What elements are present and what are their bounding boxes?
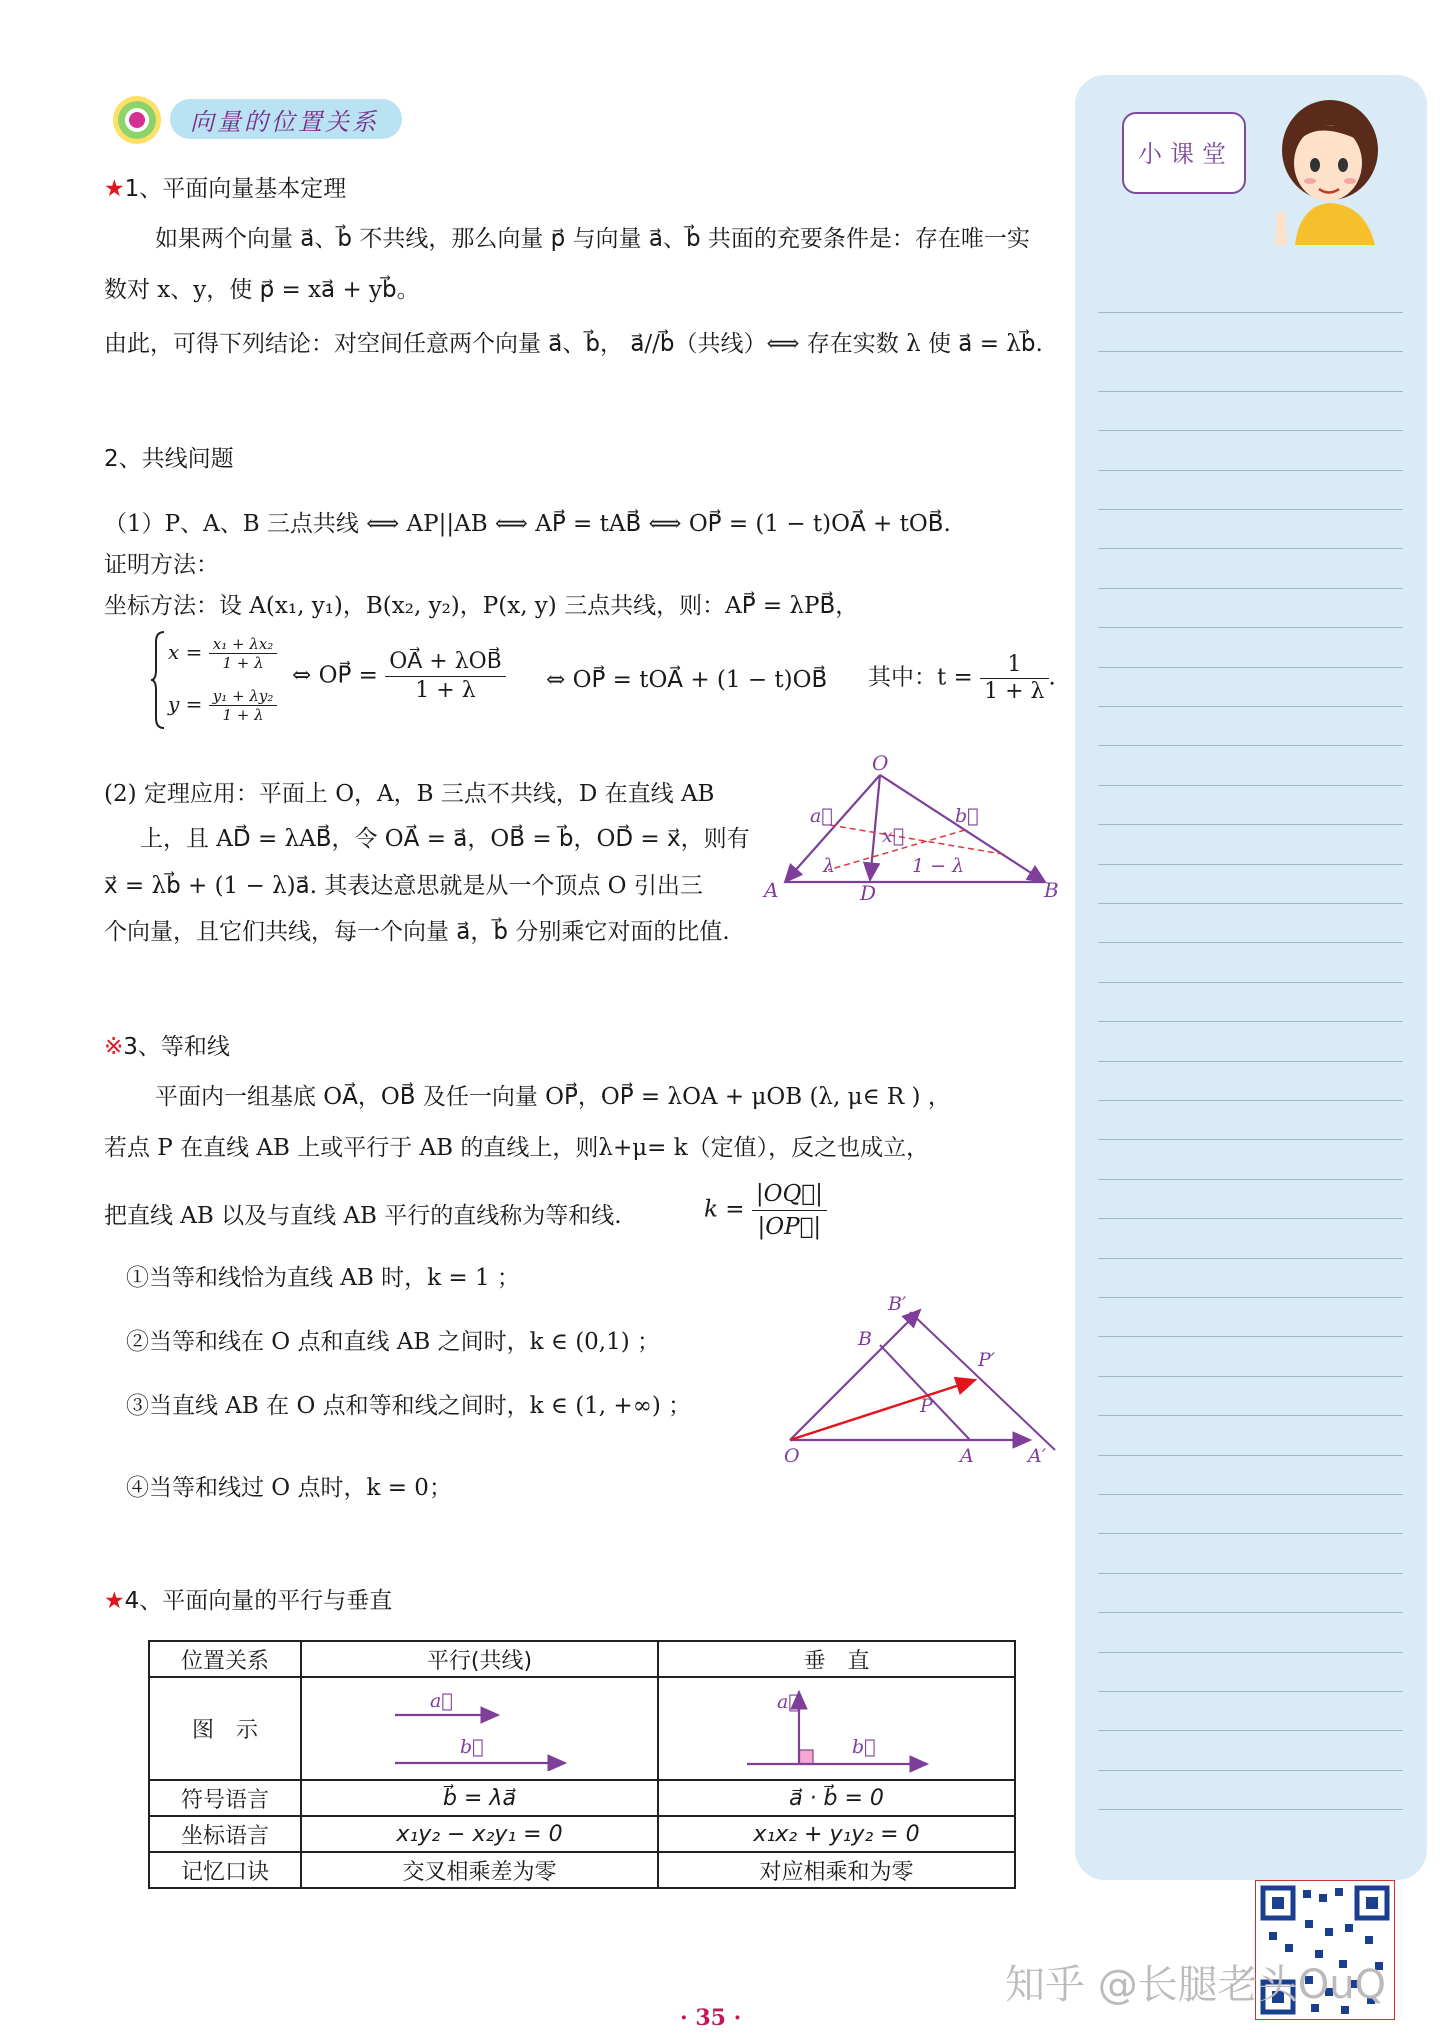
section2-title: 2、共线问题 [104,446,234,472]
note-rule [1098,1336,1403,1337]
case-item-2: ②当等和线在 O 点和直线 AB 之间时，k ∈ (0,1) ； [126,1329,661,1355]
perp-label-b: b⃗ [851,1736,876,1758]
dashed-1 [830,825,1002,854]
line-ab [880,1345,970,1440]
label-vec-b: b⃗ [955,805,979,827]
note-rule [1098,667,1403,668]
equation-right: ⇔ OP⃗ = tOA⃗ + (1 − t)OB⃗ [546,667,828,693]
section2-line1: （1）P、A、B 三点共线 ⟺ AP||AB ⟺ AP⃗ = tAB⃗ ⟺ OP⃗ = (1 − t)OA⃗ + tOB⃗. [104,511,951,537]
note-rule [1098,1533,1403,1534]
note-rule [1098,1809,1403,1810]
section2-line2: 证明方法： [104,552,219,578]
section1-title: 1、平面向量基本定理 [124,176,347,202]
note-rule [1098,1218,1403,1219]
fig3-label-p: P [920,1395,933,1417]
note-rule [1098,1139,1403,1140]
left-brace-icon [150,630,166,730]
table-cell: a⃗ · b⃗ = 0 [658,1780,1015,1816]
section1-line2: 数对 x、y，使 p⃗ = xa⃗ + yb⃗。 [104,277,420,303]
parallel-figure-cell [301,1677,658,1780]
perpendicular-figure-cell [658,1677,1015,1780]
note-rule [1098,1573,1403,1574]
label-o: O [872,751,889,775]
table-row-label: 坐标语言 [149,1816,301,1852]
case-item-4: ④当等和线过 O 点时，k = 0； [126,1475,452,1501]
section3-line1: 平面内一组基底 OA⃗，OB⃗ 及任一向量 OP⃗，OP⃗ = λOA + μOB (λ, μ∈ R ) ， [155,1084,951,1110]
watermark: 知乎 @长腿老头OuQ [1005,1962,1387,2008]
note-rule [1098,864,1403,865]
section3-line3: 把直线 AB 以及与直线 AB 平行的直线称为等和线. [104,1203,622,1229]
sys-x-num: x₁ + λx₂ [209,635,278,654]
where-num: 1 [980,652,1048,679]
note-rule [1098,1179,1403,1180]
where-lhs: 其中：t = [868,664,973,691]
sys-x-den: 1 + λ [222,654,264,672]
k-formula [704,1178,827,1243]
perp-label-a: a⃗ [776,1691,800,1713]
note-rule [1098,1730,1403,1731]
where-dot: . [1048,664,1056,691]
k-num: |OQ⃗| [752,1178,827,1211]
application-line3: x⃗ = λb⃗ + (1 − λ)a⃗. 其表达意思就是从一个顶点 O 引出三 [104,873,703,899]
side-label: 小课堂 [1138,140,1234,168]
table-header-cell: 位置关系 [149,1641,301,1677]
fig3-label-a: A [960,1445,974,1467]
label-one-minus-lambda: 1 − λ [912,855,965,877]
note-rule [1098,1297,1403,1298]
perpendicular-vectors-figure [737,1678,937,1773]
eq-mid-lhs: ⇔ OP⃗ = [292,662,378,689]
note-rule [1098,903,1403,904]
table-cell: 交叉相乘差为零 [301,1852,658,1888]
section2-line3: 坐标方法：设 A(x₁, y₁)，B(x₂, y₂)，P(x, y) 三点共线，则：AP⃗ = λPB⃗， [104,593,859,619]
case-item-1: ①当等和线恰为直线 AB 时，k = 1 ； [126,1265,520,1291]
section3-line2: 若点 P 在直线 AB 上或平行于 AB 的直线上，则λ+μ= k（定值），反之也成立， [104,1135,930,1161]
table-cell: x₁y₂ − x₂y₁ = 0 [301,1816,658,1852]
table-row [149,1852,1015,1888]
note-rule [1098,430,1403,431]
right-angle-marker [799,1750,813,1764]
k-den: |OP⃗| [757,1214,822,1240]
note-rule [1098,351,1403,352]
note-rule [1098,706,1403,707]
sys-x-lhs: x = [168,640,203,664]
label-vec-x: x⃗ [882,825,905,847]
note-rule [1098,1376,1403,1377]
fig3-label-a1: A′ [1028,1445,1047,1467]
note-rule [1098,588,1403,589]
section1-line3: 由此，可得下列结论：对空间任意两个向量 a⃗、b⃗， a⃗//b⃗（共线）⟺ 存在实数 λ 使 a⃗ = λb⃗. [104,331,1043,357]
section3-heading [104,1031,230,1063]
note-rule [1098,627,1403,628]
table-header-cell: 平行(共线) [301,1641,658,1677]
equation-middle [292,648,506,705]
sys-y-num: y₁ + λy₂ [209,687,278,706]
application-line1: (2) 定理应用：平面上 O，A，B 三点不共线，D 在直线 AB [104,781,715,807]
note-rule [1098,1415,1403,1416]
section4-title: 4、平面向量的平行与垂直 [124,1588,393,1614]
where-den: 1 + λ [984,679,1045,704]
table-cell: b⃗ = λa⃗ [301,1780,658,1816]
equal-sum-figure [770,1290,1070,1470]
note-rule [1098,1100,1403,1101]
section1-heading [104,173,346,205]
vector-od [870,775,880,880]
note-rule [1098,470,1403,471]
reference-mark: ※ [104,1034,124,1060]
note-rule [1098,1061,1403,1062]
teacher-illustration [1255,95,1395,245]
section1-line1: 如果两个向量 a⃗、b⃗ 不共线，那么向量 p⃗ 与向量 a⃗、b⃗ 共面的充要条件是：存在唯一实 [155,226,1030,252]
section-header-badge [110,95,405,145]
note-rule [1098,1652,1403,1653]
table-header-row [149,1641,1015,1677]
table-row-label: 符号语言 [149,1780,301,1816]
fig3-label-b: B [858,1328,872,1350]
badge-title: 向量的位置关系 [190,108,379,136]
label-vec-a: a⃗ [810,805,833,827]
note-rule [1098,391,1403,392]
parallel-vectors-figure [380,1681,580,1771]
note-rule [1098,785,1403,786]
note-rule [1098,745,1403,746]
eq-mid-num: OA⃗ + λOB⃗ [385,648,506,677]
table-row-figure [149,1677,1015,1780]
parallel-label-a: a⃗ [429,1689,453,1712]
table-cell: x₁x₂ + y₁y₂ = 0 [658,1816,1015,1852]
label-a: A [764,878,779,902]
parallel-label-b: b⃗ [459,1735,484,1758]
note-rule [1098,824,1403,825]
orb-icon [110,95,166,145]
equation-where [868,652,1056,705]
fig3-label-o: O [784,1445,800,1467]
note-rule [1098,1494,1403,1495]
page-number: · 35 · [680,2005,742,2031]
label-d: D [860,881,877,905]
case-item-3: ③当直线 AB 在 O 点和等和线之间时，k ∈ (1, +∞) ； [126,1393,692,1419]
sys-y-den: 1 + λ [222,706,264,724]
notes-panel [1075,75,1427,1880]
label-lambda: λ [823,855,836,877]
note-rule [1098,509,1403,510]
k-lhs: k = [704,1196,745,1223]
sys-y-lhs: y = [168,692,203,716]
note-rule [1098,1612,1403,1613]
application-line4: 个向量，且它们共线，每一个向量 a⃗，b⃗ 分别乘它对面的比值. [104,919,730,945]
parallel-perpendicular-table [148,1640,1016,1889]
eq-mid-den: 1 + λ [415,678,476,703]
application-line2: 上，且 AD⃗ = λAB⃗，令 OA⃗ = a⃗，OB⃗ = b⃗，OD⃗ = x⃗，则有 [140,826,750,852]
label-b: B [1044,878,1059,902]
star-icon: ★ [104,176,125,202]
fig3-label-b1: B′ [888,1293,907,1315]
note-rule [1098,312,1403,313]
section3-title: 3、等和线 [123,1034,230,1060]
table-header-cell: 垂 直 [658,1641,1015,1677]
note-rule [1098,1258,1403,1259]
section4-heading [104,1585,392,1617]
table-row [149,1816,1015,1852]
equation-system [150,630,300,730]
note-rule [1098,1770,1403,1771]
note-rule [1098,1691,1403,1692]
line-a1b1 [910,1312,1055,1450]
vector-op1 [790,1380,975,1440]
line-ob [790,1310,920,1440]
note-rule [1098,1455,1403,1456]
note-rule [1098,1021,1403,1022]
fig3-label-p1: P′ [978,1349,996,1371]
triangle-figure [760,750,1070,920]
table-cell: 对应相乘和为零 [658,1852,1015,1888]
table-row [149,1780,1015,1816]
table-row-label: 图 示 [149,1677,301,1780]
note-rule [1098,548,1403,549]
table-row-label: 记忆口诀 [149,1852,301,1888]
star-icon: ★ [104,1588,125,1614]
note-rule [1098,982,1403,983]
note-rule [1098,942,1403,943]
